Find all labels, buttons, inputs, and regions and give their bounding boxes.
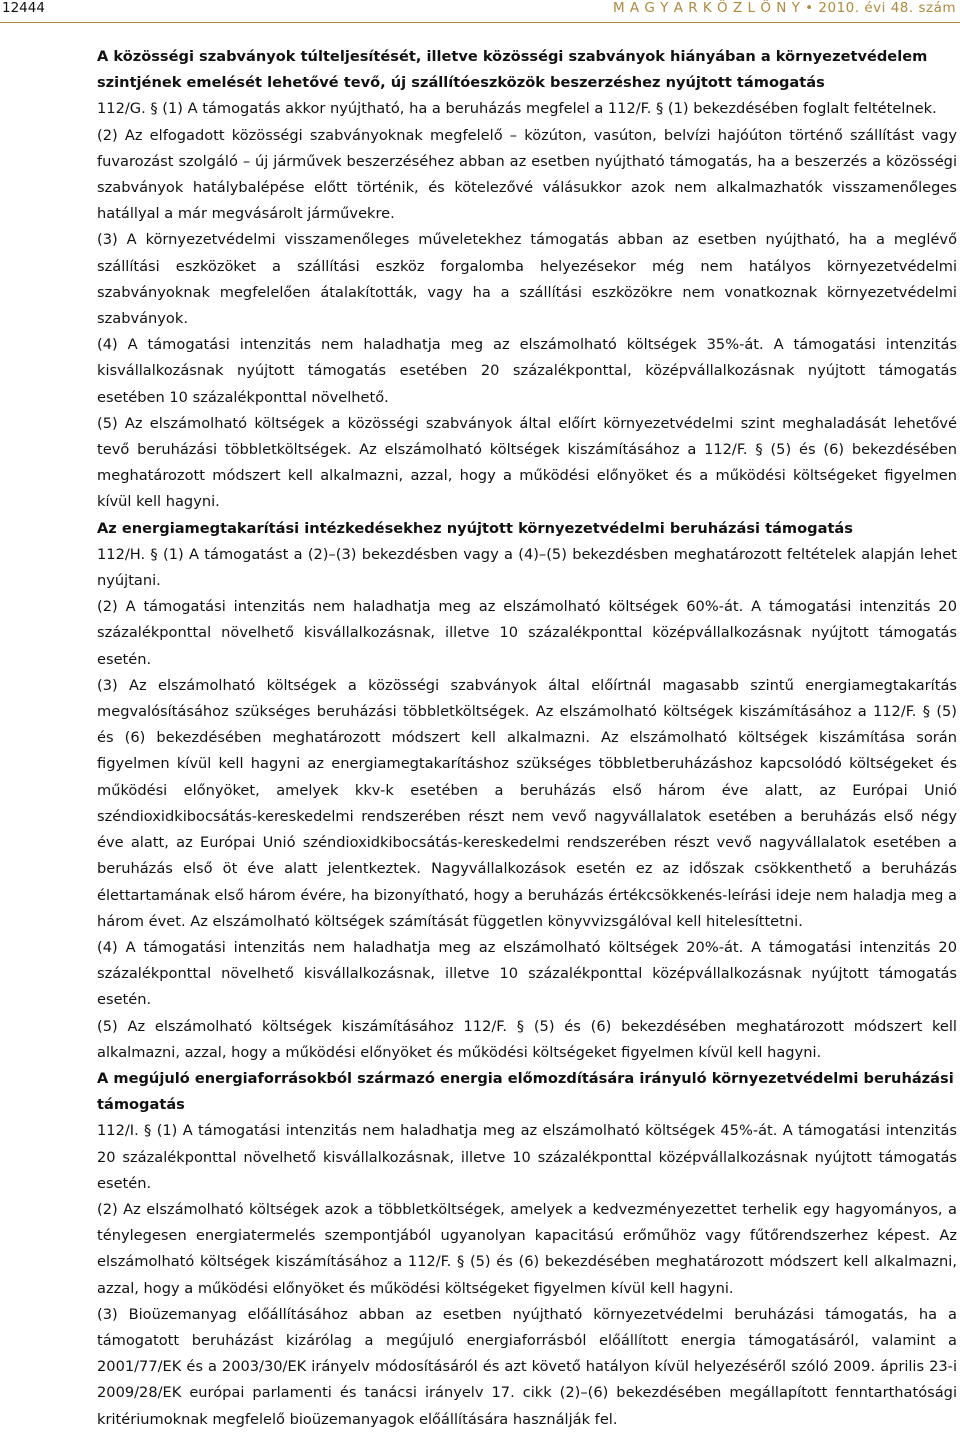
page-header	[0, 0, 960, 24]
paragraph: 112/H. § (1) A támogatást a (2)–(3) bekezdésben vagy a (4)–(5) bekezdésben meghatározott feltételek alapján lehet nyújtani.	[97, 545, 957, 590]
running-head: M A G Y A R K Ö Z L Ö N Y • 2010. évi 48. szám	[612, 0, 956, 16]
header-rule	[0, 22, 960, 23]
section-heading: Az energiamegtakarítási intézkedésekhez nyújtott környezetvédelmi beruházási támogatás	[97, 519, 853, 537]
paragraph: (3) A környezetvédelmi visszamenőleges műveletekhez támogatás abban az esetben nyújtható, ha a meglévő szállítási eszközöket a szállítási eszköz forgalomba helyezésekor még nem hatályos környezetvédelmi szabványoknak megfelelően átalakították, vagy ha a szállítási eszközökre nem vonatkoznak környezetvédelmi szabványok.	[97, 231, 957, 328]
paragraph: 112/G. § (1) A támogatás akkor nyújtható, ha a beruházás megfelel a 112/F. § (1) bekezdésében foglalt feltételnek.	[97, 100, 937, 118]
paragraph: (3) Az elszámolható költségek a közösségi szabványok által előírtnál magasabb szintű energiamegtakarítás megvalósításához szükséges beruházási többletköltségek. Az elszámolható költségek kiszámításához a 112/F. § (5) és (6) bekezdésében meghatározott módszert kell alkalmazni. Az elszámolható költségek kiszámítása során figyelmen kívül kell hagyni az energiamegtakarításhoz szükséges többletberuházáshoz kapcsolódó költségeket és működési előnyöket, amelyek kkv-k esetében a beruházás első három éve alatt, az Európai Unió széndioxidkibocsátás-kereskedelmi rendszerében részt nem vevő nagyvállalatok esetében a beruházás első négy éve alatt, az Európai Unió széndioxidkibocsátás-kereskedelmi rendszerében részt vevő nagyvállalatok esetében a beruházás első öt éve alatt jelentkeztek. Nagyvállalkozások esetén ez az időszak csökkenthető a beruházás élettartamának első három évére, ha bizonyítható, hogy a beruházás értékcsökkenés-leírási ideje nem haladja meg a három évet. Az elszámolható költségek számítását független könyvvizsgálóval kell hitelesíttetni.	[97, 676, 957, 930]
paragraph: (4) A támogatási intenzitás nem haladhatja meg az elszámolható költségek 20%-át. A támogatási intenzitás 20 százalékponttal növelhető kisvállalkozásnak, illetve 10 százalékponttal középvállalkozásnak nyújtott támogatás esetén.	[97, 938, 957, 1009]
section-heading: A közösségi szabványok túlteljesítését, illetve közösségi szabványok hiányában a környezetvédelem szintjének emelését lehetővé tevő, új szállítóeszközök beszerzéshez nyújtott támogatás	[97, 48, 928, 92]
paragraph: (5) Az elszámolható költségek a közösségi szabványok által előírt környezetvédelmi szint meghaladását lehetővé tevő beruházási többletköltségek. Az elszámolható költségek kiszámításához a 112/F. § (5) és (6) bekezdésében meghatározott módszert kell alkalmazni, azzal, hogy a működési előnyöket és a működési költségeket figyelmen kívül kell hagyni.	[97, 414, 957, 511]
paragraph: (4) A támogatási intenzitás nem haladhatja meg az elszámolható költségek 35%-át. A támogatási intenzitás kisvállalkozásnak nyújtott támogatás esetében 20 százalékponttal, középvállalkozásnak nyújtott támogatás esetében 10 százalékponttal növelhető.	[97, 336, 957, 406]
paragraph: (3) Bioüzemanyag előállításához abban az esetben nyújtható környezetvédelmi beruházási támogatás, ha a támogatott beruházást kizárólag a megújuló energiaforrásból előállított energia támogatásáról, valamint a 2001/77/EK és a 2003/30/EK irányelv módosításáról és azt követő hatályon kívül helyezéséről szóló 2009. április 23-i 2009/28/EK európai parlamenti és tanácsi irányelv 17. cikk (2)–(6) bekezdésében megállapított fenntarthatósági kritériumoknak megfelelő bioüzemanyagok előállítására használják fel.	[97, 1305, 957, 1428]
paragraph: (2) Az elszámolható költségek azok a többletköltségek, amelyek a kedvezményezettet terhelik egy hagyományos, a ténylegesen energiatermelés szempontjából ugyanolyan kapacitású erőműhöz vagy fűtőrendszerhez képest. Az elszámolható költségek kiszámításához a 112/F. § (5) és (6) bekezdésében meghatározott módszert kell alkalmazni, azzal, hogy a működési előnyöket és működési költségeket figyelmen kívül kell hagyni.	[97, 1200, 957, 1297]
document-body	[97, 44, 957, 1433]
page-number: 12444	[2, 0, 45, 16]
paragraph: (5) Az elszámolható költségek kiszámításához 112/F. § (5) és (6) bekezdésében meghatározott módszert kell alkalmazni, azzal, hogy a működési előnyöket és működési költségeket figyelmen kívül kell hagyni.	[97, 1017, 957, 1061]
paragraph: 112/I. § (1) A támogatási intenzitás nem haladhatja meg az elszámolható költségek 45%-át. A támogatási intenzitás 20 százalékponttal növelhető kisvállalkozásnak, illetve 10 százalékponttal középvállalkozásnak nyújtott támogatás esetén.	[97, 1122, 957, 1192]
paragraph: (2) Az elfogadott közösségi szabványoknak megfelelő – közúton, vasúton, belvízi hajóúton történő szállítást vagy fuvarozást szolgáló – új járművek beszerzéséhez abban az esetben nyújtható támogatás, ha a beszerzés a közösségi szabványok hatálybalépése előtt történik, és kötelezővé válásukkor azok nem alkalmazhatók visszamenőleges hatállyal a már megvásárolt járművekre.	[97, 126, 957, 223]
paragraph: (2) A támogatási intenzitás nem haladhatja meg az elszámolható költségek 60%-át. A támogatási intenzitás 20 százalékponttal növelhető kisvállalkozásnak, illetve 10 százalékponttal középvállalkozásnak nyújtott támogatás esetén.	[97, 598, 957, 668]
section-heading: A megújuló energiaforrásokból származó energia előmozdítására irányuló környezetvédelmi beruházási támogatás	[97, 1069, 954, 1114]
